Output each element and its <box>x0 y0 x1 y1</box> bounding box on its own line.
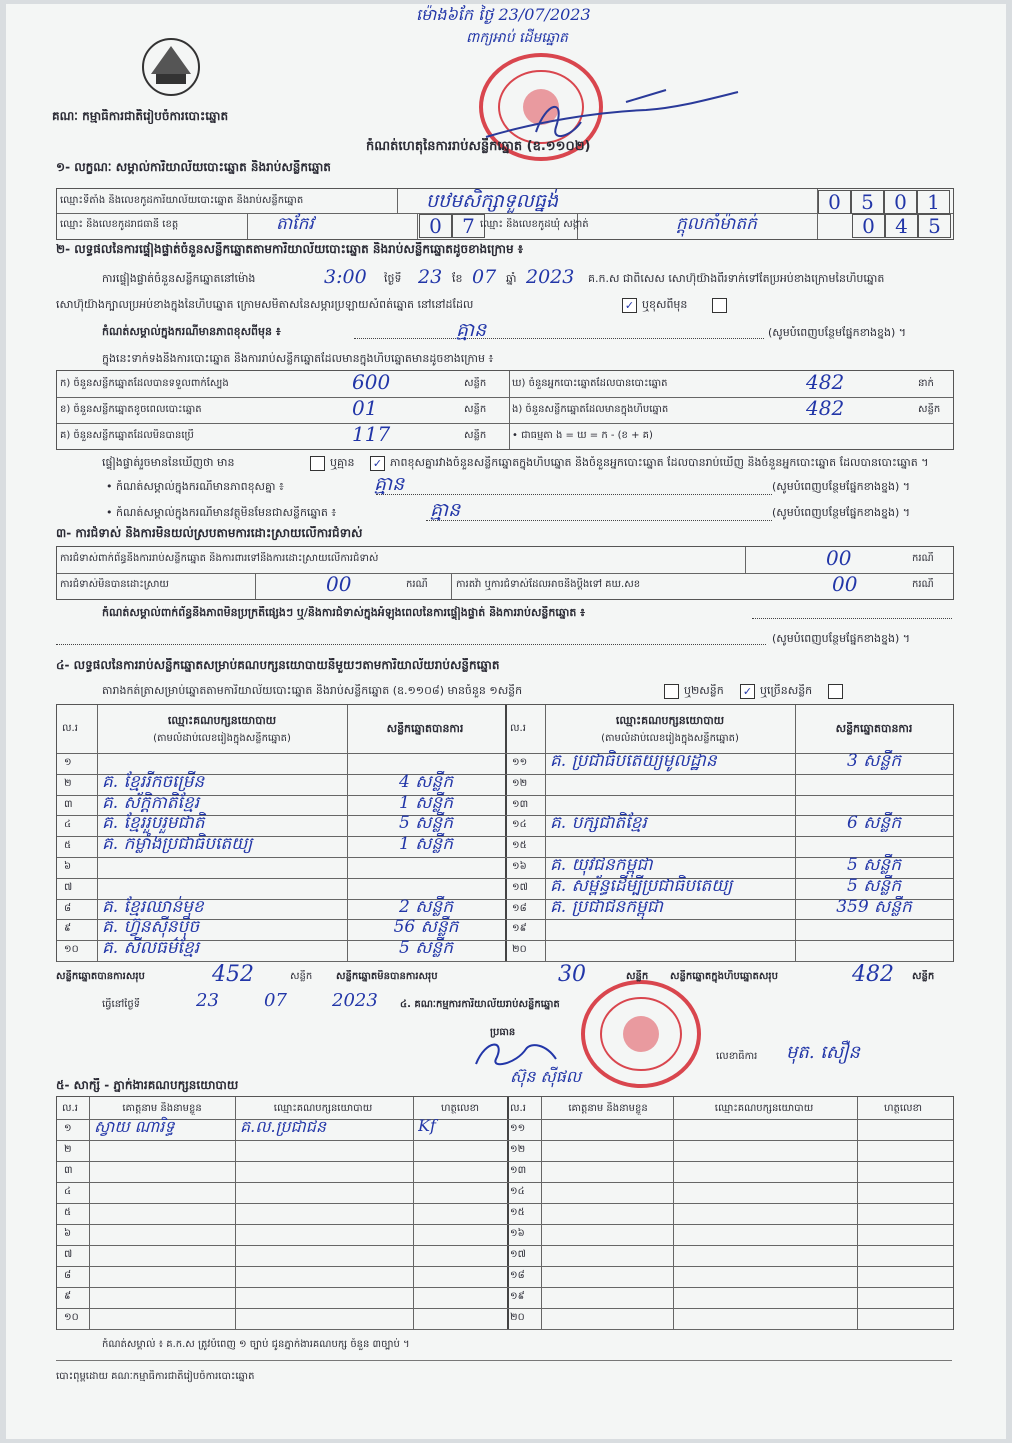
party-votes: 359 សន្លឹក <box>836 896 912 917</box>
witness-row-number: ៤ <box>64 1186 72 1197</box>
footnote: កំណត់សម្គាល់ ៖ គ.ក.ស ត្រូវបំពេញ ១ ច្បាប់ ជូនភ្នាក់ងារគណបក្ស ចំនួន ៣ច្បាប់ ។ <box>102 1339 410 1350</box>
total-invalid-label: សន្លឹកឆ្នោតមិនបានការសរុប <box>336 971 438 982</box>
wt-party-right: ឈ្មោះគណបក្សនយោបាយ <box>714 1103 814 1114</box>
th-no-left: ល.រ <box>62 723 78 734</box>
witness-row-number: ១៧ <box>510 1249 526 1260</box>
th-party-sub-right: (តាមលំដាប់លេខរៀងក្នុងសន្លឹកឆ្នោត) <box>601 733 739 744</box>
witness-row-number: ៦ <box>64 1228 72 1239</box>
code2-digit: 7 <box>452 214 485 238</box>
two-sheet-checkbox[interactable]: ✓ <box>740 684 755 699</box>
secretary-label: លេខាធិការ <box>716 1051 758 1062</box>
many-sheet-checkbox[interactable] <box>828 684 843 699</box>
party-votes: 1 សន្លឹក <box>399 792 453 813</box>
party-row-number: ១៧ <box>512 881 528 893</box>
party-votes: 2 សន្លឹក <box>399 896 453 917</box>
total-box-unit: សន្លឹក <box>912 971 935 982</box>
has-diff-checkbox[interactable] <box>310 456 325 471</box>
wt-sig-right: ហត្ថលេខា <box>883 1103 923 1114</box>
party-votes: 5 សន្លឹក <box>399 813 453 834</box>
compare-text: ផ្ទៀងផ្ទាត់រួចមាននៃឃើញថា មាន <box>102 456 235 469</box>
witness-row-number: ៨ <box>64 1270 72 1281</box>
witness-row-number: ១៤ <box>510 1186 525 1197</box>
fill-more-note: (សូមបំពេញបន្ថែមផ្នែកខាងខ្នង) ។ <box>768 326 907 339</box>
witness-row-number: ៣ <box>64 1165 73 1176</box>
objection-row2a: ការជំទាស់មិនបានដោះស្រាយ <box>60 579 169 590</box>
day-label: ថ្ងៃទី <box>384 272 402 285</box>
president-label: ប្រធាន <box>490 1027 516 1038</box>
table-rule <box>57 1224 953 1225</box>
count-value-left: 600 <box>352 370 391 394</box>
party-row-number: ៨ <box>64 902 72 914</box>
verify-time-label: ការផ្ទៀងផ្ទាត់ចំនួនសន្លឹកឆ្នោតនៅម៉ោង <box>102 272 256 285</box>
count-unit-left: សន្លឹក <box>464 430 487 441</box>
objection-row2b: ការតវ៉ា ឬការជំទាស់ដែលអាចនឹងប្តឹងទៅ គឃ.សខ <box>456 579 641 590</box>
witness-row-number: ១៨ <box>510 1270 525 1281</box>
party-row-number: ៣ <box>64 798 73 810</box>
table-rule <box>57 1203 953 1204</box>
party-row-number: ១០ <box>64 944 79 956</box>
objection-note: កំណត់សម្គាល់ពាក់ព័ន្ធនឹងភាពមិនប្រក្រតីផ្សេងៗ ឬ/និងការជំទាស់ក្នុងអំឡុងពេលនៃការផ្ទៀងផ្ទាត់ និងការរាប់សន្លឹកឆ្នោត ៖ <box>102 606 586 619</box>
no-diff-checkbox[interactable]: ✓ <box>370 456 385 471</box>
table-rule <box>57 1161 953 1162</box>
president-name: ស៊ុន ស៊ីផល <box>510 1067 582 1086</box>
witness-row-number: ១៥ <box>510 1207 525 1218</box>
commune-value: ក្តុលកាំម៉ាតក់ <box>676 214 757 234</box>
witness-row-number: ១៩ <box>510 1291 525 1302</box>
party-row-number: ៩ <box>64 923 72 935</box>
section2-heading: ២- លទ្ធផលនៃការផ្ទៀងផ្ទាត់ចំនួនសន្លឹកឆ្នោតតាមការិយាល័យបោះឆ្នោត និងរាប់សន្លឹកឆ្នោតដូចខាងក្រោម ៖ <box>56 242 524 256</box>
section4-heading: ៤- លទ្ធផលនៃការរាប់សន្លឹកឆ្នោតសម្រាប់គណបក្សនយោបាយនីមួយៗតាមការិយាល័យរាប់សន្លឹកឆ្នោត <box>56 658 500 672</box>
objection-row2a-unit: ករណី <box>406 579 428 590</box>
code3-digit: 4 <box>885 214 918 238</box>
th-party-right: ឈ្មោះគណបក្សនយោបាយ <box>615 714 725 727</box>
code1-digit: 5 <box>851 190 884 214</box>
table-rule <box>57 1329 953 1330</box>
party-name: គ. ប្រជាធិបតេយ្យមូលដ្ឋាន <box>550 751 717 771</box>
th-votes-left: សន្លឹកឆ្នោតបានការ <box>386 722 464 735</box>
code1-digit: 0 <box>818 190 851 214</box>
committee-label: ៤. គណៈកម្មការការិយាល័យរាប់សន្លឹកឆ្នោត <box>400 999 560 1010</box>
wt-name-right: គោត្តនាម និងនាមខ្លួន <box>568 1103 648 1114</box>
table-rule <box>57 1308 953 1309</box>
party-name: គ. ស័ក្តិកាតិខ្មែរ <box>102 792 200 813</box>
party-votes: 5 សន្លឹក <box>847 855 901 875</box>
witness-signature: Kf <box>418 1116 436 1135</box>
party-row-number: ២០ <box>512 944 527 956</box>
code1-digit: 1 <box>917 190 950 214</box>
table-rule <box>57 1245 953 1246</box>
party-name: គ. ខ្មែររួបរួមជាតិ <box>102 813 205 834</box>
note-label: កំណត់សម្គាល់ក្នុងករណីមានភាពខុសពីមុន ៖ <box>102 325 281 338</box>
witness-row-number: ៩ <box>64 1291 72 1302</box>
party-row-number: ១១ <box>512 757 528 768</box>
done-label: ធ្វើនៅថ្ងៃទី <box>102 999 141 1010</box>
wt-party-left: ឈ្មោះគណបក្សនយោបាយ <box>273 1103 373 1114</box>
org-name: គណៈ កម្មាធិការជាតិរៀបចំការបោះឆ្នោត <box>52 109 229 123</box>
table-rule <box>57 1287 953 1288</box>
witness-row-number: ៥ <box>64 1207 72 1218</box>
party-row-number: ១ <box>64 757 72 768</box>
party-name: គ. សម្ព័ន្ធដើម្បីប្រជាធិបតេយ្យ <box>550 875 733 896</box>
th-party-sub-left: (តាមលំដាប់លេខរៀងក្នុងសន្លឹកឆ្នោត) <box>153 733 291 744</box>
wt-no-right: ល.រ <box>510 1103 526 1114</box>
total-invalid-value: 30 <box>558 962 586 987</box>
fill-more-s3: (សូមបំពេញបន្ថែមផ្នែកខាងខ្នង) ។ <box>772 632 911 645</box>
witness-row-number: ១៦ <box>510 1228 525 1239</box>
witness-row-number: ១២ <box>510 1144 526 1155</box>
province-label: ឈ្មោះ និងលេខកូដរាជធានី ខេត្ត <box>60 219 179 230</box>
party-row-number: ១៦ <box>512 861 527 872</box>
party-row-number: ១៥ <box>512 840 527 852</box>
party-row-number: ១៩ <box>512 923 527 935</box>
party-row-number: ៤ <box>64 819 72 831</box>
count-label-right: ង) ចំនួនសន្លឹកឆ្នោតដែលមានក្នុងហិបឆ្នោត <box>512 404 669 415</box>
many-sheet-label: ឬច្រើនសន្លឹក <box>760 684 813 697</box>
count-unit-left: សន្លឹក <box>464 378 487 389</box>
party-row-number: ២ <box>64 777 72 789</box>
objection-row2b-value: 00 <box>832 572 858 596</box>
count-value-right: 482 <box>806 396 845 420</box>
count-value-right: 482 <box>806 370 845 394</box>
party-row-number: ១៤ <box>512 819 527 831</box>
one-sheet-checkbox[interactable] <box>664 684 679 699</box>
ballot-count-form <box>6 4 1006 1439</box>
code2-digit: 0 <box>419 214 452 238</box>
party-row-number: ១២ <box>512 777 528 789</box>
party-row-number: ៧ <box>64 881 73 893</box>
count-unit-right: នាក់ <box>918 378 934 389</box>
total-box-label: សន្លឹកឆ្នោតក្នុងហិបឆ្នោតសរុប <box>670 971 778 982</box>
party-votes: 6 សន្លឹក <box>847 813 901 834</box>
same-checkbox[interactable]: ✓ <box>622 298 637 313</box>
handwritten-note: ពាក្យអាប់ ដើមឆ្នោត <box>466 30 568 46</box>
party-name: គ. ហ៊្វុនស៊ីនប៉ិច <box>102 917 200 938</box>
party-name: គ. កម្លាំងប្រជាធិបតេយ្យ <box>102 834 253 855</box>
witness-name: ស្វាយ ណារិទ្ធ <box>94 1117 175 1136</box>
bullet1-value: គ្មាន <box>374 473 405 495</box>
verify-text: គ.ក.ស ជាពិសេស សោហ៊ុយ៊ាងពីរទាក់ទៅតែប្រអប់ខាងក្រោមនៃហិបឆ្នោត <box>588 272 885 285</box>
fill-more-b1: (សូមបំពេញបន្ថែមផ្នែកខាងខ្នង) ។ <box>772 480 911 493</box>
party-name: គ. សីលធម៌ខ្មែរ <box>102 938 200 959</box>
objection-row2a-value: 00 <box>326 572 352 596</box>
table-rule <box>57 1140 953 1141</box>
total-valid-label: សន្លឹកឆ្នោតបានការសរុប <box>56 971 145 982</box>
verify-year: 2023 <box>526 266 575 288</box>
count-label-left: គ) ចំនួនសន្លឹកឆ្នោតដែលមិនបានប្រើ <box>60 430 194 441</box>
print-note: បោះពុម្ពដោយ គណៈកម្មាធិការជាតិរៀបចំការបោះឆ្នោត <box>56 1371 255 1382</box>
total-valid-value: 452 <box>212 962 254 987</box>
section5-heading: ៥- សាក្សី - ភ្នាក់ងារគណបក្សនយោបាយ <box>56 1078 239 1092</box>
note-value: គ្មាន <box>456 319 487 341</box>
party-row-number: ១៨ <box>512 902 527 914</box>
total-invalid-unit: សន្លឹក <box>626 971 649 982</box>
code3-digit: 5 <box>918 214 951 238</box>
party-name: គ. ប្រជាជនកម្ពុជា <box>550 896 663 917</box>
commune-label: ឈ្មោះ និងលេខកូដឃុំ សង្កាត់ <box>480 219 589 230</box>
witness-row-number: ១១ <box>510 1123 526 1134</box>
table-rule <box>57 1266 953 1267</box>
th-party-left: ឈ្មោះគណបក្សនយោបាយ <box>167 714 277 727</box>
year-label: ឆ្នាំ <box>506 272 517 285</box>
party-name: គ. យុវជនកម្ពុជា <box>550 855 653 875</box>
no-diff-label: ឬគ្មាន <box>330 456 355 469</box>
secretary-name: មុត. សឿន <box>786 1042 860 1063</box>
different-label: ឬខុសពីមុន <box>642 298 688 311</box>
count-unit-right: សន្លឹក <box>918 404 941 415</box>
party-row-number: ៦ <box>64 861 72 872</box>
form-title: កំណត់ហេតុនៃការរាប់សន្លឹកឆ្នោត (ឧ.១១០២) <box>366 139 591 154</box>
objection-row1: ការជំទាស់ពាក់ព័ន្ធនឹងការរាប់សន្លឹកឆ្នោត និងការពារទៅនឹងការដោះស្រាយលើការជំទាស់ <box>60 553 379 564</box>
objection-row1-value: 00 <box>826 546 852 570</box>
party-votes: 1 សន្លឹក <box>399 834 453 855</box>
table-rule <box>57 1182 953 1183</box>
party-votes: 4 សន្លឹក <box>399 771 453 792</box>
fill-more-b2: (សូមបំពេញបន្ថែមផ្នែកខាងខ្នង) ។ <box>772 506 911 519</box>
count-label-right: • ជាធម្មតា ង = ឃ = ក - (ខ + គ) <box>512 430 653 441</box>
month-label: ខែ <box>452 272 463 285</box>
bullet2-value: គ្មាន <box>430 499 461 521</box>
total-box-value: 482 <box>852 962 894 987</box>
done-year: 2023 <box>332 990 378 1011</box>
party-name: គ. ខ្មែររីកចម្រើន <box>102 771 205 792</box>
witness-row-number: ២០ <box>510 1312 525 1323</box>
witness-row-number: ៧ <box>64 1249 73 1260</box>
section1-heading: ១- លក្ខណៈ សម្គាល់ការិយាល័យបោះឆ្នោត និងរាប់សន្លឹកឆ្នោត <box>56 160 331 174</box>
party-votes: 5 សន្លឹក <box>847 875 901 896</box>
party-votes: 5 សន្លឹក <box>399 938 453 959</box>
wt-no-left: ល.រ <box>62 1103 78 1114</box>
party-name: គ. បក្សជាតិខ្មែរ <box>550 813 647 834</box>
verify-time: 3:00 <box>324 266 367 288</box>
compare-text-c: ភាពខុសគ្នារវាងចំនួនសន្លឹកឆ្នោតក្នុងហិបឆ្នោត និងចំនួនអ្នកបោះឆ្នោត ដែលបានរាប់ឃើញ និងចំនួនអ្នកបោះឆ្នោត ដែលបានបោះឆ្នោត ។ <box>390 456 929 469</box>
different-checkbox[interactable] <box>712 298 727 313</box>
count-value-left: 117 <box>352 422 391 446</box>
code1-digit: 0 <box>884 190 917 214</box>
nec-emblem-icon <box>136 34 206 100</box>
section3-heading: ៣- ការជំទាស់ និងការមិនយល់ស្របតាមការដោះស្រាយលើការជំទាស់ <box>56 526 363 540</box>
count-label-right: ឃ) ចំនួនអ្នកបោះឆ្នោតដែលបានបោះឆ្នោត <box>512 378 668 389</box>
verify-text-line2: សោហ៊ុយ៊ាងក្បាលប្រអប់ខាងក្នុងនៃហិបឆ្នោត ក្រោមសមិតាសនៃសម្ភារប្រឡាយសំពត់ឆ្នោត នៅនៅដដែល <box>56 298 474 311</box>
sub-intro: ក្នុងនេះទាក់ទងនឹងការបោះឆ្នោត និងការរាប់សន្លឹកឆ្នោតដែលមានក្នុងហិបឆ្នោតមានដូចខាងក្រោម ៖ <box>102 352 494 365</box>
party-row-number: ៥ <box>64 840 72 852</box>
count-label-left: ក) ចំនួនសន្លឹកឆ្នោតដែលបានទទួលពាក់ស្បែង <box>60 378 229 389</box>
wt-name-left: គោត្តនាម និងនាមខ្លួន <box>122 1103 202 1114</box>
count-label-left: ខ) ចំនួនសន្លឹកឆ្នោតខូចពេលបោះឆ្នោត <box>60 404 202 415</box>
witness-row-number: ១ <box>64 1123 72 1134</box>
party-name: គ. ខ្មែរឈាន់មុខ <box>102 896 204 917</box>
verify-day: 23 <box>418 266 443 288</box>
province-value: តាកែវ <box>276 214 314 234</box>
party-votes: 3 សន្លឹក <box>847 751 901 771</box>
count-value-left: 01 <box>352 396 378 420</box>
bullet1-label: • កំណត់សម្គាល់ក្នុងករណីមានភាពខុសគ្នា ៖ <box>106 480 284 493</box>
wt-sig-left: ហត្ថលេខា <box>440 1103 480 1114</box>
done-month: 07 <box>264 990 287 1011</box>
handwritten-date-note: ម៉ោង៦កែ ថ្ងៃ 23/07/2023 <box>416 5 591 24</box>
witness-row-number: ២ <box>64 1144 72 1155</box>
bullet2-label: • កំណត់សម្គាល់ក្នុងករណីមានវត្ថុមិនមែនជាសន្លឹកឆ្នោត ៖ <box>106 506 337 519</box>
verify-month: 07 <box>472 266 497 288</box>
witness-row-number: ១៣ <box>510 1165 527 1176</box>
party-row-number: ១៣ <box>512 798 529 810</box>
th-no-right: ល.រ <box>510 723 526 734</box>
th-votes-right: សន្លឹកឆ្នោតបានការ <box>835 722 913 735</box>
witness-party: គ.ល.ប្រជាជន <box>240 1117 327 1136</box>
count-unit-left: សន្លឹក <box>464 404 487 415</box>
total-valid-unit: សន្លឹក <box>290 971 313 982</box>
section4-intro: តារាងកត់ត្រាសម្រាប់ឆ្នោតតាមការិយាល័យបោះឆ្នោត និងរាប់សន្លឹកឆ្នោត (ឧ.១១០៨) មានចំនួន ១សន្លឹក <box>102 684 523 697</box>
objection-row1-unit: ករណី <box>912 553 934 564</box>
objection-row2b-unit: ករណី <box>912 579 934 590</box>
location-value: បឋមសិក្សាទួលធ្នង់ <box>426 190 559 212</box>
witness-row-number: ១០ <box>64 1312 79 1323</box>
code3-digit: 0 <box>852 214 885 238</box>
party-votes: 56 សន្លឹក <box>393 917 459 938</box>
two-sheet-label: ឬ២សន្លឹក <box>684 684 724 697</box>
done-day: 23 <box>196 990 219 1011</box>
location-label: ឈ្មោះទីតាំង និងលេខកូដការិយាល័យបោះឆ្នោត និងរាប់សន្លឹកឆ្នោត <box>60 195 304 206</box>
